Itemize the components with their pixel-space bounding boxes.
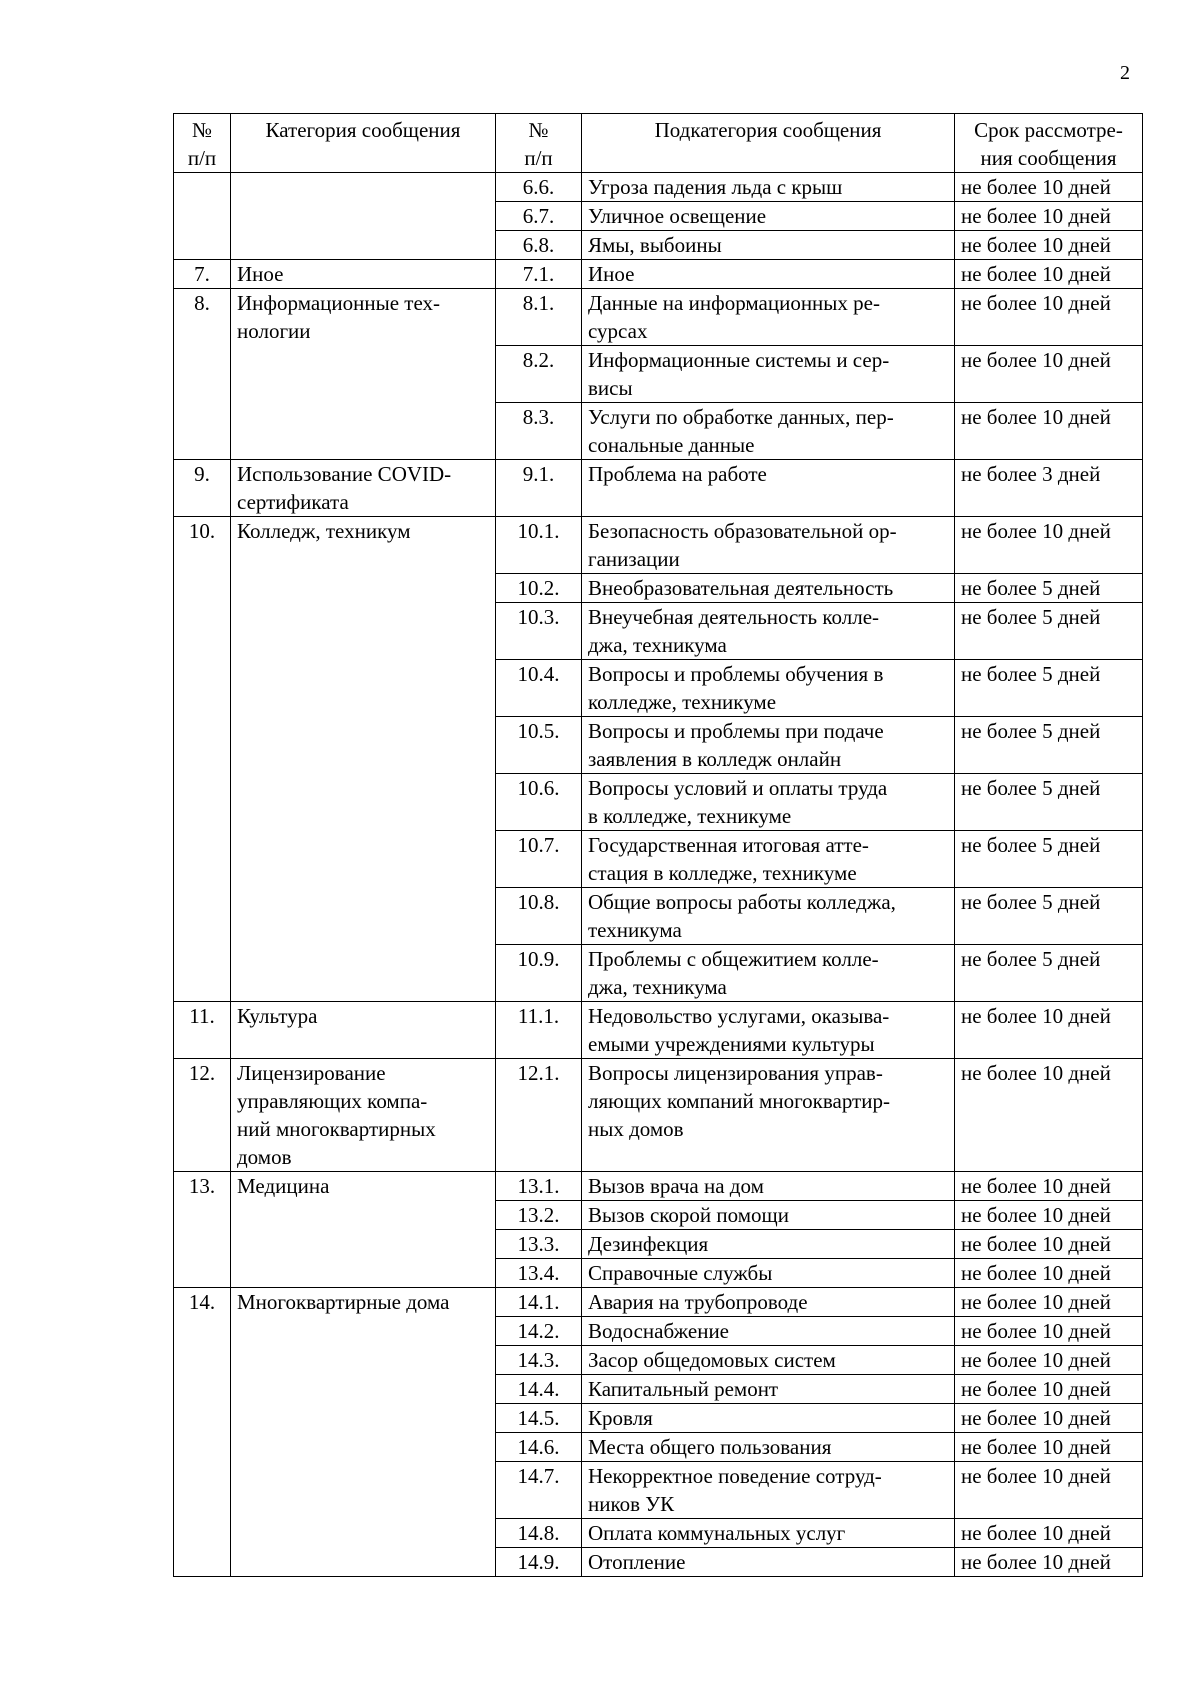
review-term: не более 5 дней xyxy=(955,660,1143,717)
review-term: не более 3 дней xyxy=(955,460,1143,517)
review-term: не более 5 дней xyxy=(955,574,1143,603)
category-number: 13. xyxy=(174,1172,231,1288)
review-term: не более 10 дней xyxy=(955,202,1143,231)
subcategory-name: Оплата коммунальных услуг xyxy=(582,1519,955,1548)
subcategory-name: Недовольство услугами, оказыва- емыми учреждениями культуры xyxy=(582,1002,955,1059)
category-name: Культура xyxy=(231,1002,496,1059)
subcategory-number: 10.4. xyxy=(496,660,582,717)
category-number: 14. xyxy=(174,1288,231,1577)
header-row xyxy=(174,114,1143,173)
table-row xyxy=(174,173,1143,202)
subcategory-number: 10.6. xyxy=(496,774,582,831)
subcategory-name: Государственная итоговая атте- стация в колледже, техникуме xyxy=(582,831,955,888)
subcategory-number: 14.3. xyxy=(496,1346,582,1375)
subcategory-name: Кровля xyxy=(582,1404,955,1433)
subcategory-name: Внеобразовательная деятельность xyxy=(582,574,955,603)
review-term: не более 10 дней xyxy=(955,517,1143,574)
subcategory-name: Вопросы лицензирования управ- ляющих компаний многоквартир- ных домов xyxy=(582,1059,955,1172)
subcategory-number: 7.1. xyxy=(496,260,582,289)
subcategory-number: 12.1. xyxy=(496,1059,582,1172)
subcategory-number: 13.3. xyxy=(496,1230,582,1259)
subcategory-name: Отопление xyxy=(582,1548,955,1577)
subcategory-name: Справочные службы xyxy=(582,1259,955,1288)
subcategory-number: 10.8. xyxy=(496,888,582,945)
header-subcategory-text: Подкатегория сообщения xyxy=(654,118,882,142)
subcategory-name: Некорректное поведение сотруд- ников УК xyxy=(582,1462,955,1519)
review-term: не более 10 дней xyxy=(955,1172,1143,1201)
review-term: не более 10 дней xyxy=(955,1404,1143,1433)
subcategory-name: Иное xyxy=(582,260,955,289)
subcategory-name: Внеучебная деятельность колле- джа, техникума xyxy=(582,603,955,660)
subcategory-name: Информационные системы и сер- висы xyxy=(582,346,955,403)
category-number: 11. xyxy=(174,1002,231,1059)
subcategory-number: 6.6. xyxy=(496,173,582,202)
review-term: не более 10 дней xyxy=(955,1462,1143,1519)
category-name: Информационные тех- нологии xyxy=(231,289,496,460)
subcategory-number: 10.5. xyxy=(496,717,582,774)
subcategory-name: Авария на трубопроводе xyxy=(582,1288,955,1317)
header-num-text: № п/п xyxy=(187,118,217,170)
subcategory-name: Данные на информационных ре- сурсах xyxy=(582,289,955,346)
review-term: не более 10 дней xyxy=(955,1548,1143,1577)
review-term: не более 10 дней xyxy=(955,260,1143,289)
review-term: не более 10 дней xyxy=(955,1201,1143,1230)
table-row xyxy=(174,460,1143,517)
subcategory-name: Ямы, выбоины xyxy=(582,231,955,260)
header-subnum-text: № п/п xyxy=(524,118,553,170)
subcategory-number: 8.1. xyxy=(496,289,582,346)
subcategory-number: 8.2. xyxy=(496,346,582,403)
header-subcategory xyxy=(582,114,955,173)
review-term: не более 10 дней xyxy=(955,289,1143,346)
category-name: Многоквартирные дома xyxy=(231,1288,496,1577)
subcategory-name: Места общего пользования xyxy=(582,1433,955,1462)
subcategory-name: Засор общедомовых систем xyxy=(582,1346,955,1375)
review-term: не более 10 дней xyxy=(955,1346,1143,1375)
subcategory-number: 13.1. xyxy=(496,1172,582,1201)
header-category xyxy=(231,114,496,173)
subcategory-number: 6.7. xyxy=(496,202,582,231)
page-number: 2 xyxy=(1120,62,1130,84)
review-term: не более 10 дней xyxy=(955,173,1143,202)
category-name: Колледж, техникум xyxy=(231,517,496,1002)
category-name: Использование COVID- сертификата xyxy=(231,460,496,517)
subcategory-number: 10.9. xyxy=(496,945,582,1002)
subcategory-number: 14.2. xyxy=(496,1317,582,1346)
subcategory-number: 14.9. xyxy=(496,1548,582,1577)
review-term: не более 10 дней xyxy=(955,1059,1143,1172)
review-term: не более 5 дней xyxy=(955,888,1143,945)
subcategory-number: 14.4. xyxy=(496,1375,582,1404)
subcategory-number: 14.6. xyxy=(496,1433,582,1462)
subcategory-number: 14.8. xyxy=(496,1519,582,1548)
subcategory-number: 13.2. xyxy=(496,1201,582,1230)
subcategory-number: 6.8. xyxy=(496,231,582,260)
subcategory-name: Дезинфекция xyxy=(582,1230,955,1259)
category-number: 7. xyxy=(174,260,231,289)
subcategory-number: 10.3. xyxy=(496,603,582,660)
subcategory-number: 13.4. xyxy=(496,1259,582,1288)
review-term: не более 5 дней xyxy=(955,945,1143,1002)
review-term: не более 5 дней xyxy=(955,603,1143,660)
subcategory-name: Проблема на работе xyxy=(582,460,955,517)
message-categories-table xyxy=(173,113,1143,1577)
table-row xyxy=(174,517,1143,574)
review-term: не более 10 дней xyxy=(955,1519,1143,1548)
review-term: не более 10 дней xyxy=(955,1002,1143,1059)
category-name: Медицина xyxy=(231,1172,496,1288)
table-row xyxy=(174,1059,1143,1172)
subcategory-number: 9.1. xyxy=(496,460,582,517)
table-row xyxy=(174,1172,1143,1201)
subcategory-name: Уличное освещение xyxy=(582,202,955,231)
subcategory-number: 8.3. xyxy=(496,403,582,460)
category-number xyxy=(174,173,231,260)
subcategory-name: Вопросы условий и оплаты труда в колледже, техникуме xyxy=(582,774,955,831)
header-term-text: Срок рассмотре- ния сообщения xyxy=(974,118,1123,170)
review-term: не более 10 дней xyxy=(955,1230,1143,1259)
subcategory-name: Вызов врача на дом xyxy=(582,1172,955,1201)
category-number: 12. xyxy=(174,1059,231,1172)
review-term: не более 10 дней xyxy=(955,1317,1143,1346)
subcategory-number: 11.1. xyxy=(496,1002,582,1059)
subcategory-name: Капитальный ремонт xyxy=(582,1375,955,1404)
review-term: не более 10 дней xyxy=(955,1259,1143,1288)
category-number: 8. xyxy=(174,289,231,460)
table-body xyxy=(174,173,1143,1577)
category-number: 9. xyxy=(174,460,231,517)
review-term: не более 5 дней xyxy=(955,717,1143,774)
header-num xyxy=(174,114,231,173)
subcategory-number: 14.7. xyxy=(496,1462,582,1519)
table-row xyxy=(174,1002,1143,1059)
subcategory-name: Проблемы с общежитием колле- джа, техникума xyxy=(582,945,955,1002)
review-term: не более 10 дней xyxy=(955,1433,1143,1462)
review-term: не более 10 дней xyxy=(955,1288,1143,1317)
review-term: не более 10 дней xyxy=(955,1375,1143,1404)
subcategory-number: 10.1. xyxy=(496,517,582,574)
category-number: 10. xyxy=(174,517,231,1002)
review-term: не более 10 дней xyxy=(955,231,1143,260)
header-subnum xyxy=(496,114,582,173)
subcategory-name: Вопросы и проблемы обучения в колледже, техникуме xyxy=(582,660,955,717)
subcategory-name: Вопросы и проблемы при подаче заявления в колледж онлайн xyxy=(582,717,955,774)
subcategory-name: Безопасность образовательной ор- ганизации xyxy=(582,517,955,574)
table-row xyxy=(174,289,1143,346)
subcategory-number: 10.2. xyxy=(496,574,582,603)
subcategory-number: 10.7. xyxy=(496,831,582,888)
review-term: не более 10 дней xyxy=(955,346,1143,403)
review-term: не более 5 дней xyxy=(955,774,1143,831)
subcategory-number: 14.1. xyxy=(496,1288,582,1317)
subcategory-name: Услуги по обработке данных, пер- сональные данные xyxy=(582,403,955,460)
review-term: не более 5 дней xyxy=(955,831,1143,888)
category-name: Лицензирование управляющих компа- ний многоквартирных домов xyxy=(231,1059,496,1172)
subcategory-number: 14.5. xyxy=(496,1404,582,1433)
header-category-text: Категория сообщения xyxy=(265,118,461,142)
table-row xyxy=(174,1288,1143,1317)
table-row xyxy=(174,260,1143,289)
review-term: не более 10 дней xyxy=(955,403,1143,460)
header-term xyxy=(955,114,1143,173)
subcategory-name: Общие вопросы работы колледжа, техникума xyxy=(582,888,955,945)
category-name: Иное xyxy=(231,260,496,289)
category-name xyxy=(231,173,496,260)
subcategory-name: Вызов скорой помощи xyxy=(582,1201,955,1230)
subcategory-name: Водоснабжение xyxy=(582,1317,955,1346)
subcategory-name: Угроза падения льда с крыш xyxy=(582,173,955,202)
